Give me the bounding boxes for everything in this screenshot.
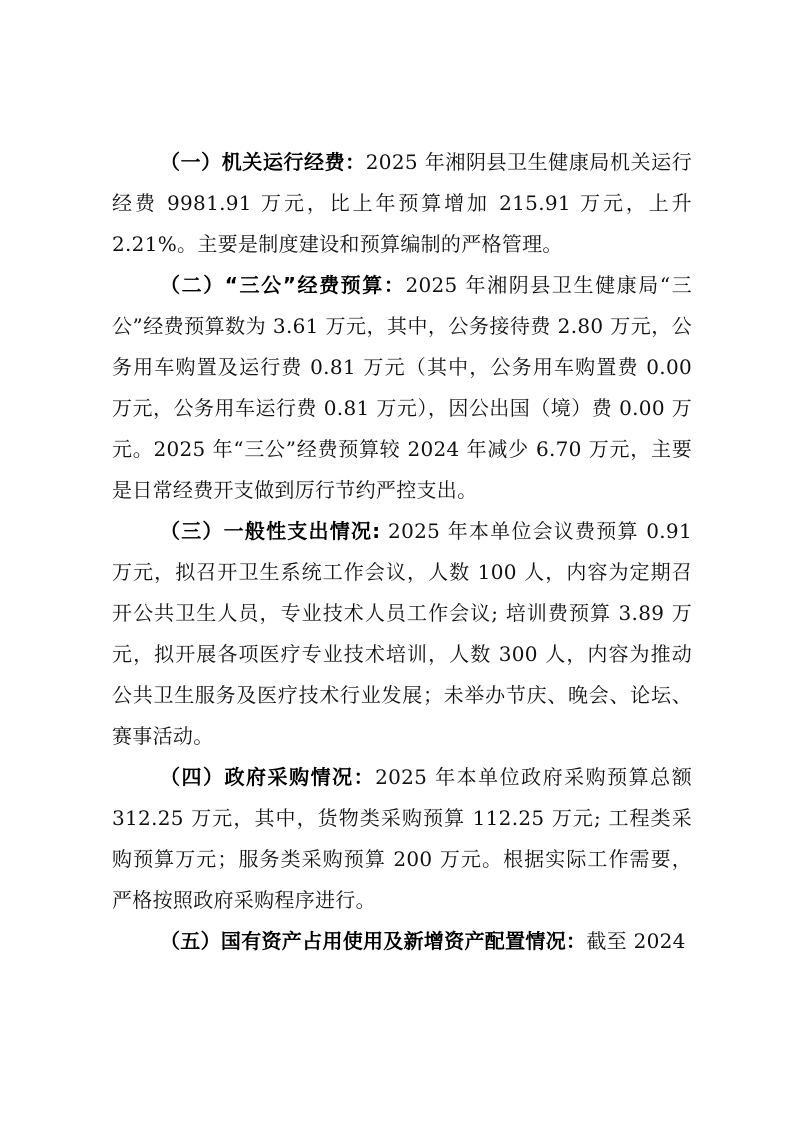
paragraph-text: 2025 年本单位政府采购预算总额 312.25 万元，其中，货物类采购预算 112.25 万元; 工程类采购预算万元；服务类采购预算 200 万元。根据实际工作需要，严格按照政府采购程序进行。 (112, 765, 692, 912)
paragraph-general-expenditure (112, 511, 692, 757)
paragraph-heading: （五）国有资产占用使用及新增资产配置情况： (160, 929, 587, 953)
paragraph-state-assets (112, 921, 692, 962)
paragraph-three-public-expenses (112, 265, 692, 511)
paragraph-text: 2025 年湘阴县卫生健康局机关运行经费 9981.91 万元，比上年预算增加 215.91 万元，上升 2.21%。主要是制度建设和预算编制的严格管理。 (112, 150, 693, 256)
paragraph-operating-expenses (112, 142, 692, 265)
paragraph-text: 截至 2024 (586, 929, 686, 953)
paragraph-text: 2025 年本单位会议费预算 0.91 万元，拟召开卫生系统工作会议，人数 100 人，内容为定期召开公共卫生人员，专业技术人员工作会议; 培训费预算 3.89 万元，拟开展各项医疗专业技术培训，人数 300 人，内容为推动公共卫生服务及医疗技术行业发展；未举办节庆、晚会、论坛、赛事活动。 (112, 519, 692, 748)
paragraph-heading: （四）政府采购情况： (160, 765, 376, 789)
document-body (112, 142, 692, 962)
paragraph-text: 2025 年湘阴县卫生健康局“三公”经费预算数为 3.61 万元，其中，公务接待费 2.80 万元，公务用车购置及运行费 0.81 万元（其中，公务用车购置费 0.00 万元，公务用车运行费 0.81 万元），因公出国（境）费 0.00 万元。2025 年“三公”经费预算较 2024 年减少 6.70 万元，主要是日常经费开支做到厉行节约严控支出。 (112, 273, 692, 502)
paragraph-heading: （二）“三公”经费预算： (160, 273, 406, 297)
paragraph-government-procurement (112, 757, 692, 921)
paragraph-heading: （一）机关运行经费： (160, 150, 366, 174)
paragraph-heading: （三）一般性支出情况: (160, 519, 381, 543)
